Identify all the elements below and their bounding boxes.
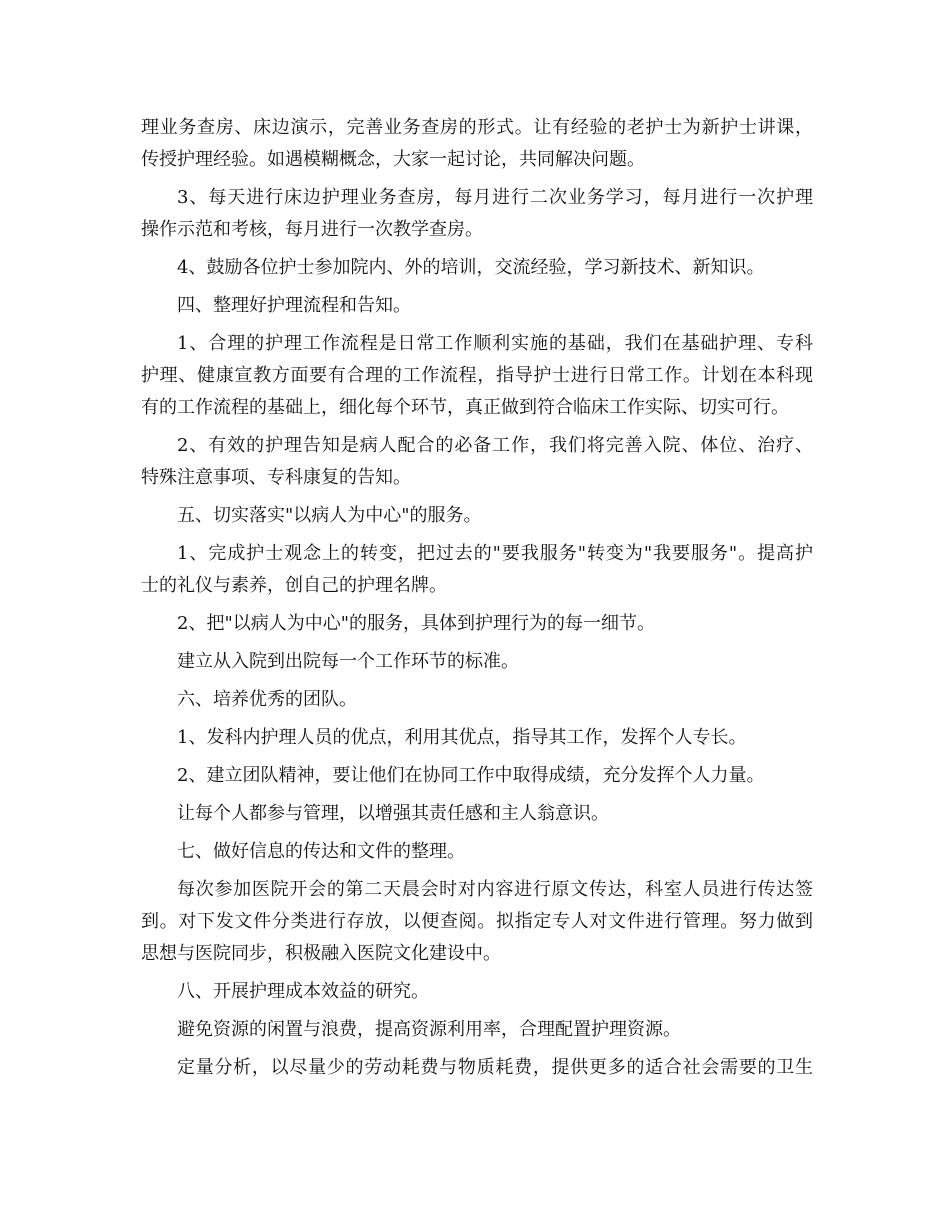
text-line: 护理、健康宣教方面要有合理的工作流程，指导护士进行日常工作。计划在本科现	[141, 365, 813, 386]
text-line: 1、合理的护理工作流程是日常工作顺利实施的基础，我们在基础护理、专科	[177, 333, 813, 354]
section-heading: 四、整理好护理流程和告知。	[177, 295, 411, 316]
text-line: 1、发科内护理人员的优点，利用其优点，指导其工作，发挥个人专长。	[177, 727, 747, 748]
document-body	[141, 112, 813, 1084]
text-line: 建立从入院到出院每一个工作环节的标准。	[177, 651, 519, 672]
text-line: 思想与医院同步，积极融入医院文化建设中。	[141, 943, 501, 964]
text-line: 4、鼓励各位护士参加院内、外的培训，交流经验，学习新技术、新知识。	[177, 257, 765, 278]
text-line: 定量分析，以尽量少的劳动耗费与物质耗费，提供更多的适合社会需要的卫生	[177, 1057, 813, 1078]
text-line: 理业务查房、床边演示，完善业务查房的形式。让有经验的老护士为新护士讲课，	[141, 117, 813, 138]
text-line: 让每个人都参与管理，以增强其责任感和主人翁意识。	[177, 803, 609, 824]
text-line: 士的礼仪与素养，创自己的护理名牌。	[141, 575, 447, 596]
text-line: 有的工作流程的基础上，细化每个环节，真正做到符合临床工作实际、切实可行。	[141, 397, 789, 418]
section-heading: 八、开展护理成本效益的研究。	[177, 981, 429, 1002]
text-line: 1、完成护士观念上的转变，把过去的"要我服务"转变为"我要服务"。提高护	[177, 543, 813, 564]
section-heading: 五、切实落实"以病人为中心"的服务。	[177, 505, 482, 526]
text-line: 3、每天进行床边护理业务查房，每月进行二次业务学习，每月进行一次护理	[177, 187, 813, 208]
text-line: 操作示范和考核，每月进行一次教学查房。	[141, 219, 483, 240]
text-line: 每次参加医院开会的第二天晨会时对内容进行原文传达，科室人员进行传达签	[177, 879, 813, 900]
section-heading: 六、培养优秀的团队。	[177, 689, 357, 710]
text-line: 避免资源的闲置与浪费，提高资源利用率，合理配置护理资源。	[177, 1019, 681, 1040]
text-line: 到。对下发文件分类进行存放，以便查阅。拟指定专人对文件进行管理。努力做到	[141, 911, 813, 932]
section-heading: 七、做好信息的传达和文件的整理。	[177, 841, 465, 862]
text-line: 2、建立团队精神，要让他们在协同工作中取得成绩，充分发挥个人力量。	[177, 765, 765, 786]
text-line: 2、把"以病人为中心"的服务，具体到护理行为的每一细节。	[177, 613, 656, 634]
text-line: 2、有效的护理告知是病人配合的必备工作，我们将完善入院、体位、治疗、	[177, 435, 813, 456]
text-line: 特殊注意事项、专科康复的告知。	[141, 467, 411, 488]
text-line: 传授护理经验。如遇模糊概念，大家一起讨论，共同解决问题。	[141, 149, 645, 170]
